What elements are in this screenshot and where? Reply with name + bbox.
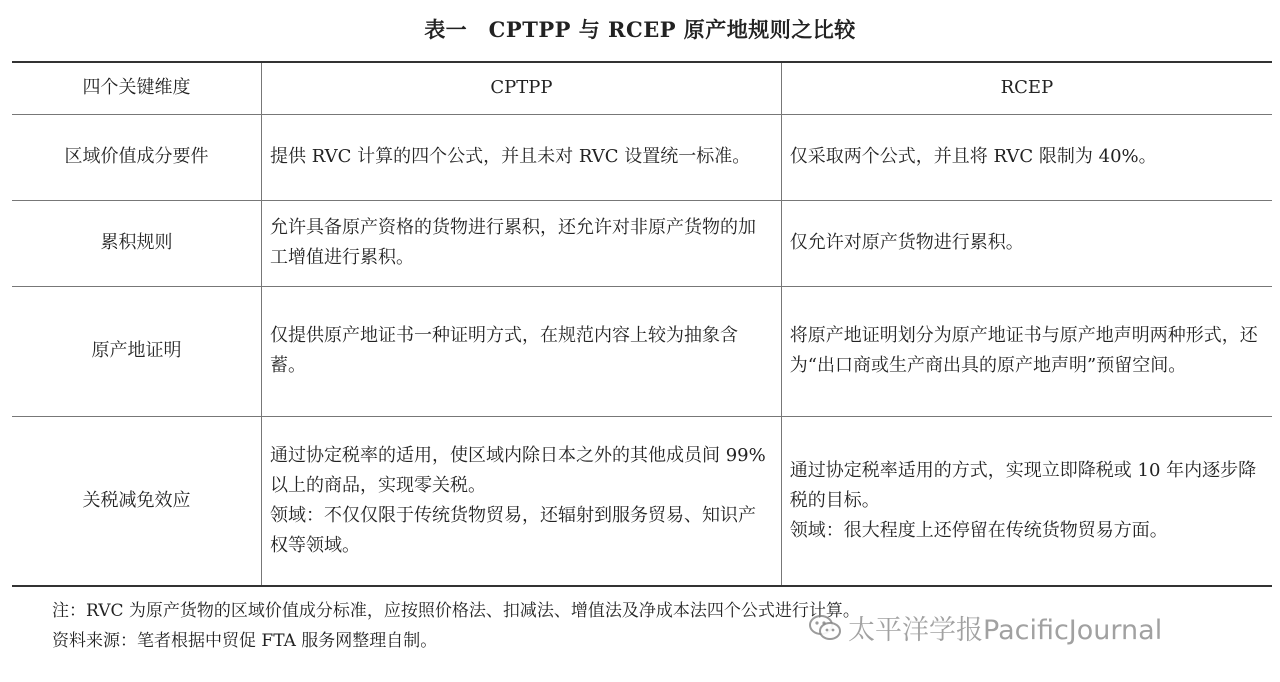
cptpp-text: 通过协定税率的适用，使区域内除日本之外的其他成员间 99%以上的商品，实现零关税。: [270, 444, 766, 496]
source-text: 资料来源：笔者根据中贸促 FTA 服务网整理自制。: [52, 631, 438, 651]
rcep-text: 将原产地证明划分为原产地证书与原产地声明两种形式，还为“出口商或生产商出具的原产地声明”预留空间。: [789, 325, 1258, 376]
table-row: [12, 286, 1272, 416]
rcep-text: 通过协定税率适用的方式，实现立即降税或 10 年内逐步降税的目标。: [789, 459, 1257, 511]
wechat-icon: [808, 613, 842, 643]
cptpp-text: 领域：不仅仅限于传统货物贸易，还辐射到服务贸易、知识产权等领域。: [270, 504, 756, 556]
rcep-text: 仅允许对原产货物进行累积。: [789, 232, 1024, 253]
cptpp-cell: [262, 114, 782, 200]
rcep-cell: [781, 286, 1272, 416]
note-text: 注：RVC 为原产货物的区域价值成分标准，应按照价格法、扣减法、增值法及净成本法四个公式进行计算。: [52, 601, 860, 621]
header-dimension: 四个关键维度: [12, 62, 262, 114]
header-rcep: RCEP: [781, 62, 1272, 114]
rcep-cell: [781, 200, 1272, 286]
cptpp-cell: [262, 200, 782, 286]
comparison-table: [12, 61, 1272, 587]
table-title: 表一 CPTPP 与 RCEP 原产地规则之比较: [424, 17, 856, 42]
table-row: [12, 416, 1272, 586]
table-row: [12, 114, 1272, 200]
row-dimension: 区域价值成分要件: [12, 114, 262, 200]
watermark-text: 太平洋学报PacificJournal: [848, 615, 1163, 646]
cptpp-text: 仅提供原产地证书一种证明方式，在规范内容上较为抽象含蓄。: [270, 325, 738, 376]
cptpp-text: 提供 RVC 计算的四个公式，并且未对 RVC 设置统一标准。: [270, 146, 751, 167]
rcep-cell: [781, 416, 1272, 586]
watermark: [808, 608, 1162, 647]
table-row: [12, 200, 1272, 286]
table-notes: [52, 596, 860, 656]
rcep-text: 领域：很大程度上还停留在传统货物贸易方面。: [789, 519, 1168, 541]
table-header-row: [12, 62, 1272, 114]
header-cptpp: CPTPP: [262, 62, 782, 114]
cptpp-text: 允许具备原产资格的货物进行累积，还允许对非原产货物的加工增值进行累积。: [270, 217, 756, 268]
cptpp-cell: [262, 286, 782, 416]
rcep-cell: [781, 114, 1272, 200]
row-dimension: 关税减免效应: [12, 416, 262, 586]
rcep-text: 仅采取两个公式，并且将 RVC 限制为 40%。: [789, 146, 1157, 167]
row-dimension: 累积规则: [12, 200, 262, 286]
cptpp-cell: [262, 416, 782, 586]
row-dimension: 原产地证明: [12, 286, 262, 416]
